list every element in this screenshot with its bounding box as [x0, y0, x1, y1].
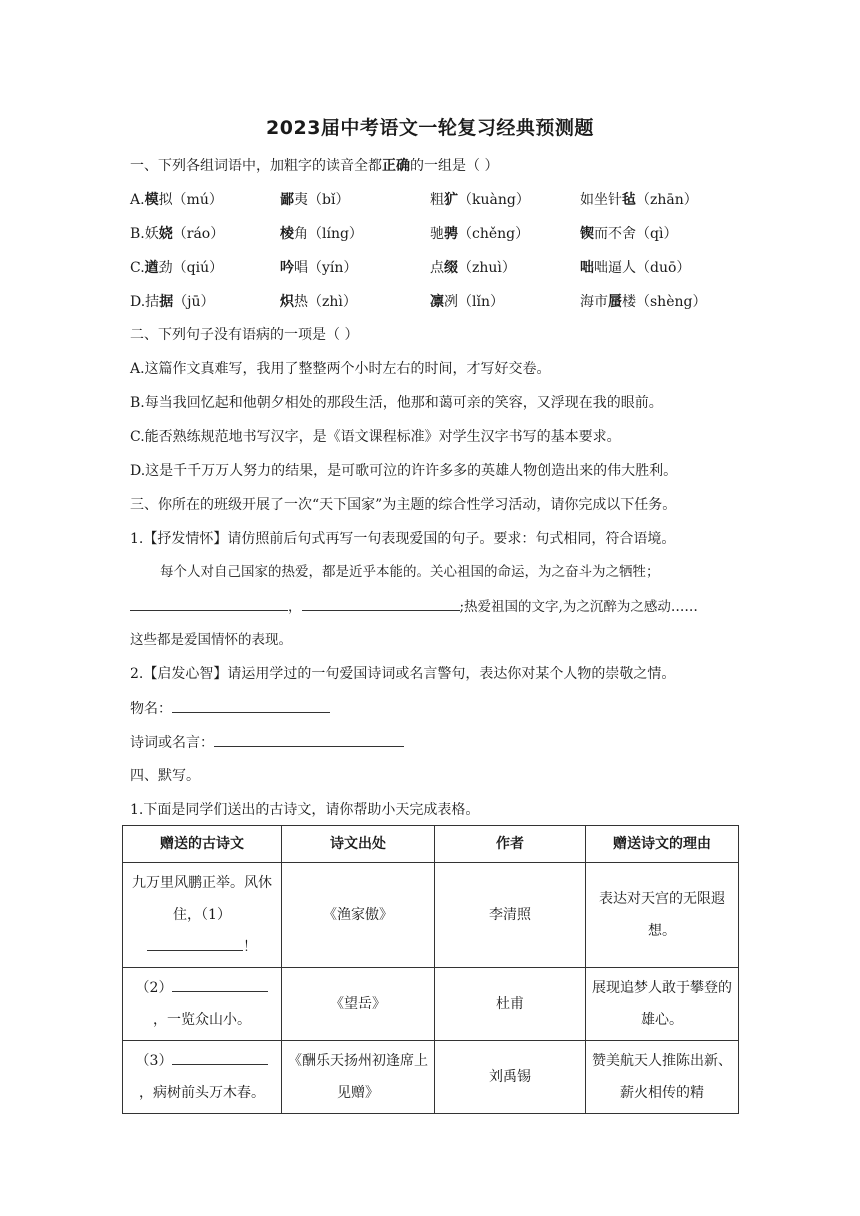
- poem-text-end: ，一览众山小。: [153, 1012, 251, 1028]
- source-cell: 《望岳》: [282, 968, 435, 1041]
- answer-blank[interactable]: [147, 936, 243, 951]
- bold-char: 娆: [158, 226, 173, 242]
- q3-task1-label: 1.【抒发情怀】请仿照前后句式再写一句表现爱国的句子。要求：句式相同，符合语境。: [130, 531, 676, 547]
- person-blank[interactable]: [172, 698, 330, 713]
- q1-option-item: [430, 224, 529, 244]
- bold-char: 咄: [580, 260, 594, 276]
- bold-char: 犷: [444, 192, 458, 208]
- answer-blank[interactable]: [130, 596, 288, 611]
- q4-stem: 四、默写。: [130, 768, 200, 784]
- header-author: 作者: [435, 826, 586, 863]
- q3-person-line: [130, 698, 330, 719]
- quote-blank[interactable]: [214, 732, 404, 747]
- header-poem: 赠送的古诗文: [123, 826, 282, 863]
- q2-option-a: A.这篇作文真难写，我用了整整两个小时左右的时间，才写好交卷。: [130, 361, 551, 377]
- table-row: [123, 1041, 739, 1114]
- poem-cell: [123, 968, 282, 1041]
- option-text: A.: [130, 192, 145, 208]
- pinyin-text: 热（zhì）: [294, 294, 357, 310]
- pinyin-text: （zhān）: [636, 192, 698, 208]
- pinyin-text: 劲（qiú）: [158, 260, 224, 276]
- q3-task1-tail: ;热爱祖国的文字,为之沉醉为之感动……: [459, 599, 698, 615]
- option-text: 粗: [430, 192, 444, 208]
- page-title: 2023届中考语文一轮复习经典预测题: [266, 117, 594, 139]
- q3-task2-label: 2.【启发心智】请运用学过的一句爱国诗词或名言警句，表达你对某个人物的崇敬之情。: [130, 666, 676, 682]
- option-text: 海市: [580, 294, 608, 310]
- q1-option-item: [130, 292, 215, 312]
- q3-quote-line: [130, 732, 404, 753]
- poem-cell: [123, 1041, 282, 1114]
- author-cell: 李清照: [435, 863, 586, 968]
- bold-char: 毡: [622, 192, 636, 208]
- q1-option-item: [430, 190, 530, 210]
- q1-option-item: [130, 224, 224, 244]
- reason-cell: 表达对天宫的无限遐想。: [586, 863, 739, 968]
- q3-task1-example: 每个人对自己国家的热爱，都是近乎本能的。关心祖国的命运，为之奋斗为之牺牲；: [160, 564, 660, 580]
- q3-stem: 三、你所在的班级开展了一次“天下国家”为主题的综合性学习活动，请你完成以下任务。: [130, 497, 677, 513]
- q2-option-d: D.这是千千万万人努力的结果，是可歌可泣的许许多多的英雄人物创造出来的伟大胜利。: [130, 463, 678, 479]
- pinyin-text: （chěng）: [458, 226, 530, 242]
- q2-option-c: C.能否熟练规范地书写汉字，是《语文课程标准》对学生汉字书写的基本要求。: [130, 429, 621, 445]
- q2-option-b: B.每当我回忆起和他朝夕相处的那段生活，他那和蔼可亲的笑容，又浮现在我的眼前。: [130, 395, 663, 411]
- pinyin-text: （kuàng）: [458, 192, 530, 208]
- q4-task1-label: 1.下面是同学们送出的古诗文，请你帮助小天完成表格。: [130, 802, 480, 818]
- person-label: 物名：: [130, 701, 172, 717]
- pinyin-text: （jū）: [173, 294, 215, 310]
- q1-option-item: [280, 292, 357, 312]
- q1-option-item: [580, 292, 706, 312]
- pinyin-text: （zhuì）: [458, 260, 516, 276]
- pinyin-text: 楼（shèng）: [622, 294, 707, 310]
- table-header-row: [123, 826, 739, 863]
- q1-option-item: [130, 190, 223, 210]
- bold-char: 骋: [444, 226, 458, 242]
- q1-stem-text-a: 一、下列各组词语中，加粗字的读音全都: [130, 158, 382, 174]
- bold-char: 据: [159, 294, 174, 310]
- q1-option-item: [130, 258, 223, 278]
- author-cell: 刘禹锡: [435, 1041, 586, 1114]
- option-text: 驰: [430, 226, 444, 242]
- author-cell: 杜甫: [435, 968, 586, 1041]
- reason-cell: 展现追梦人敢于攀登的雄心。: [586, 968, 739, 1041]
- answer-blank[interactable]: [172, 1050, 268, 1065]
- q1-stem-text-b: 的一组是（ ）: [410, 158, 499, 174]
- answer-blank[interactable]: [172, 977, 268, 992]
- answer-blank[interactable]: [302, 596, 460, 611]
- bold-char: 遒: [144, 260, 159, 276]
- source-cell: 《渔家傲》: [282, 863, 435, 968]
- q3-task1-fill-line: [130, 596, 698, 617]
- q2-stem: 二、下列句子没有语病的一项是（ ）: [130, 327, 359, 343]
- table-row: [123, 968, 739, 1041]
- header-source: 诗文出处: [282, 826, 435, 863]
- q1-stem: [130, 156, 498, 176]
- bold-char: 炽: [280, 294, 294, 310]
- poem-cell: [123, 863, 282, 968]
- option-text: B.妖: [130, 226, 159, 242]
- pinyin-text: 拟（mú）: [158, 192, 223, 208]
- bold-char: 蜃: [608, 294, 622, 310]
- pinyin-text: 冽（lǐn）: [444, 294, 504, 310]
- pinyin-text: （ráo）: [172, 226, 225, 242]
- quote-label: 诗词或名言：: [130, 735, 214, 751]
- poem-text: 九万里风鹏正举。风休住，（1）: [132, 875, 272, 923]
- q3-task1-end: 这些都是爱国情怀的表现。: [130, 632, 292, 648]
- bold-char: 吟: [280, 260, 294, 276]
- table-row: [123, 863, 739, 968]
- header-reason: 赠送诗文的理由: [586, 826, 739, 863]
- q3-task1-comma: ，: [288, 599, 302, 615]
- q1-stem-bold: 正确: [382, 158, 410, 174]
- q1-option-item: [580, 224, 677, 244]
- q1-option-item: [580, 190, 698, 210]
- bold-char: 棱: [280, 226, 294, 242]
- option-text: 如坐针: [580, 192, 622, 208]
- poem-table: [122, 825, 739, 1114]
- pinyin-text: 角（líng）: [294, 226, 363, 242]
- option-text: 点: [430, 260, 444, 276]
- pinyin-text: 唱（yín）: [294, 260, 358, 276]
- source-cell: 《酬乐天扬州初逢席上见赠》: [282, 1041, 435, 1114]
- pinyin-text: 而不舍（qì）: [594, 226, 678, 242]
- bold-char: 缀: [444, 260, 458, 276]
- option-text: D.拮: [130, 294, 160, 310]
- option-text: C.: [130, 260, 145, 276]
- q1-option-item: [280, 190, 349, 210]
- q1-option-item: [280, 224, 363, 244]
- pinyin-text: 咄逼人（duō）: [594, 260, 691, 276]
- q1-option-item: [280, 258, 357, 278]
- poem-text: （3）: [135, 1053, 173, 1069]
- q1-option-item: [430, 258, 516, 278]
- poem-text-end: ！: [243, 939, 257, 955]
- poem-text-end: ，病树前头万木春。: [139, 1085, 265, 1101]
- bold-char: 模: [144, 192, 159, 208]
- poem-text: （2）: [135, 980, 173, 996]
- reason-cell: 赞美航天人推陈出新、薪火相传的精: [586, 1041, 739, 1114]
- pinyin-text: 夷（bǐ）: [294, 192, 350, 208]
- bold-char: 凛: [430, 294, 444, 310]
- q1-option-item: [430, 292, 504, 312]
- bold-char: 锲: [580, 226, 594, 242]
- bold-char: 鄙: [280, 192, 294, 208]
- q1-option-item: [580, 258, 690, 278]
